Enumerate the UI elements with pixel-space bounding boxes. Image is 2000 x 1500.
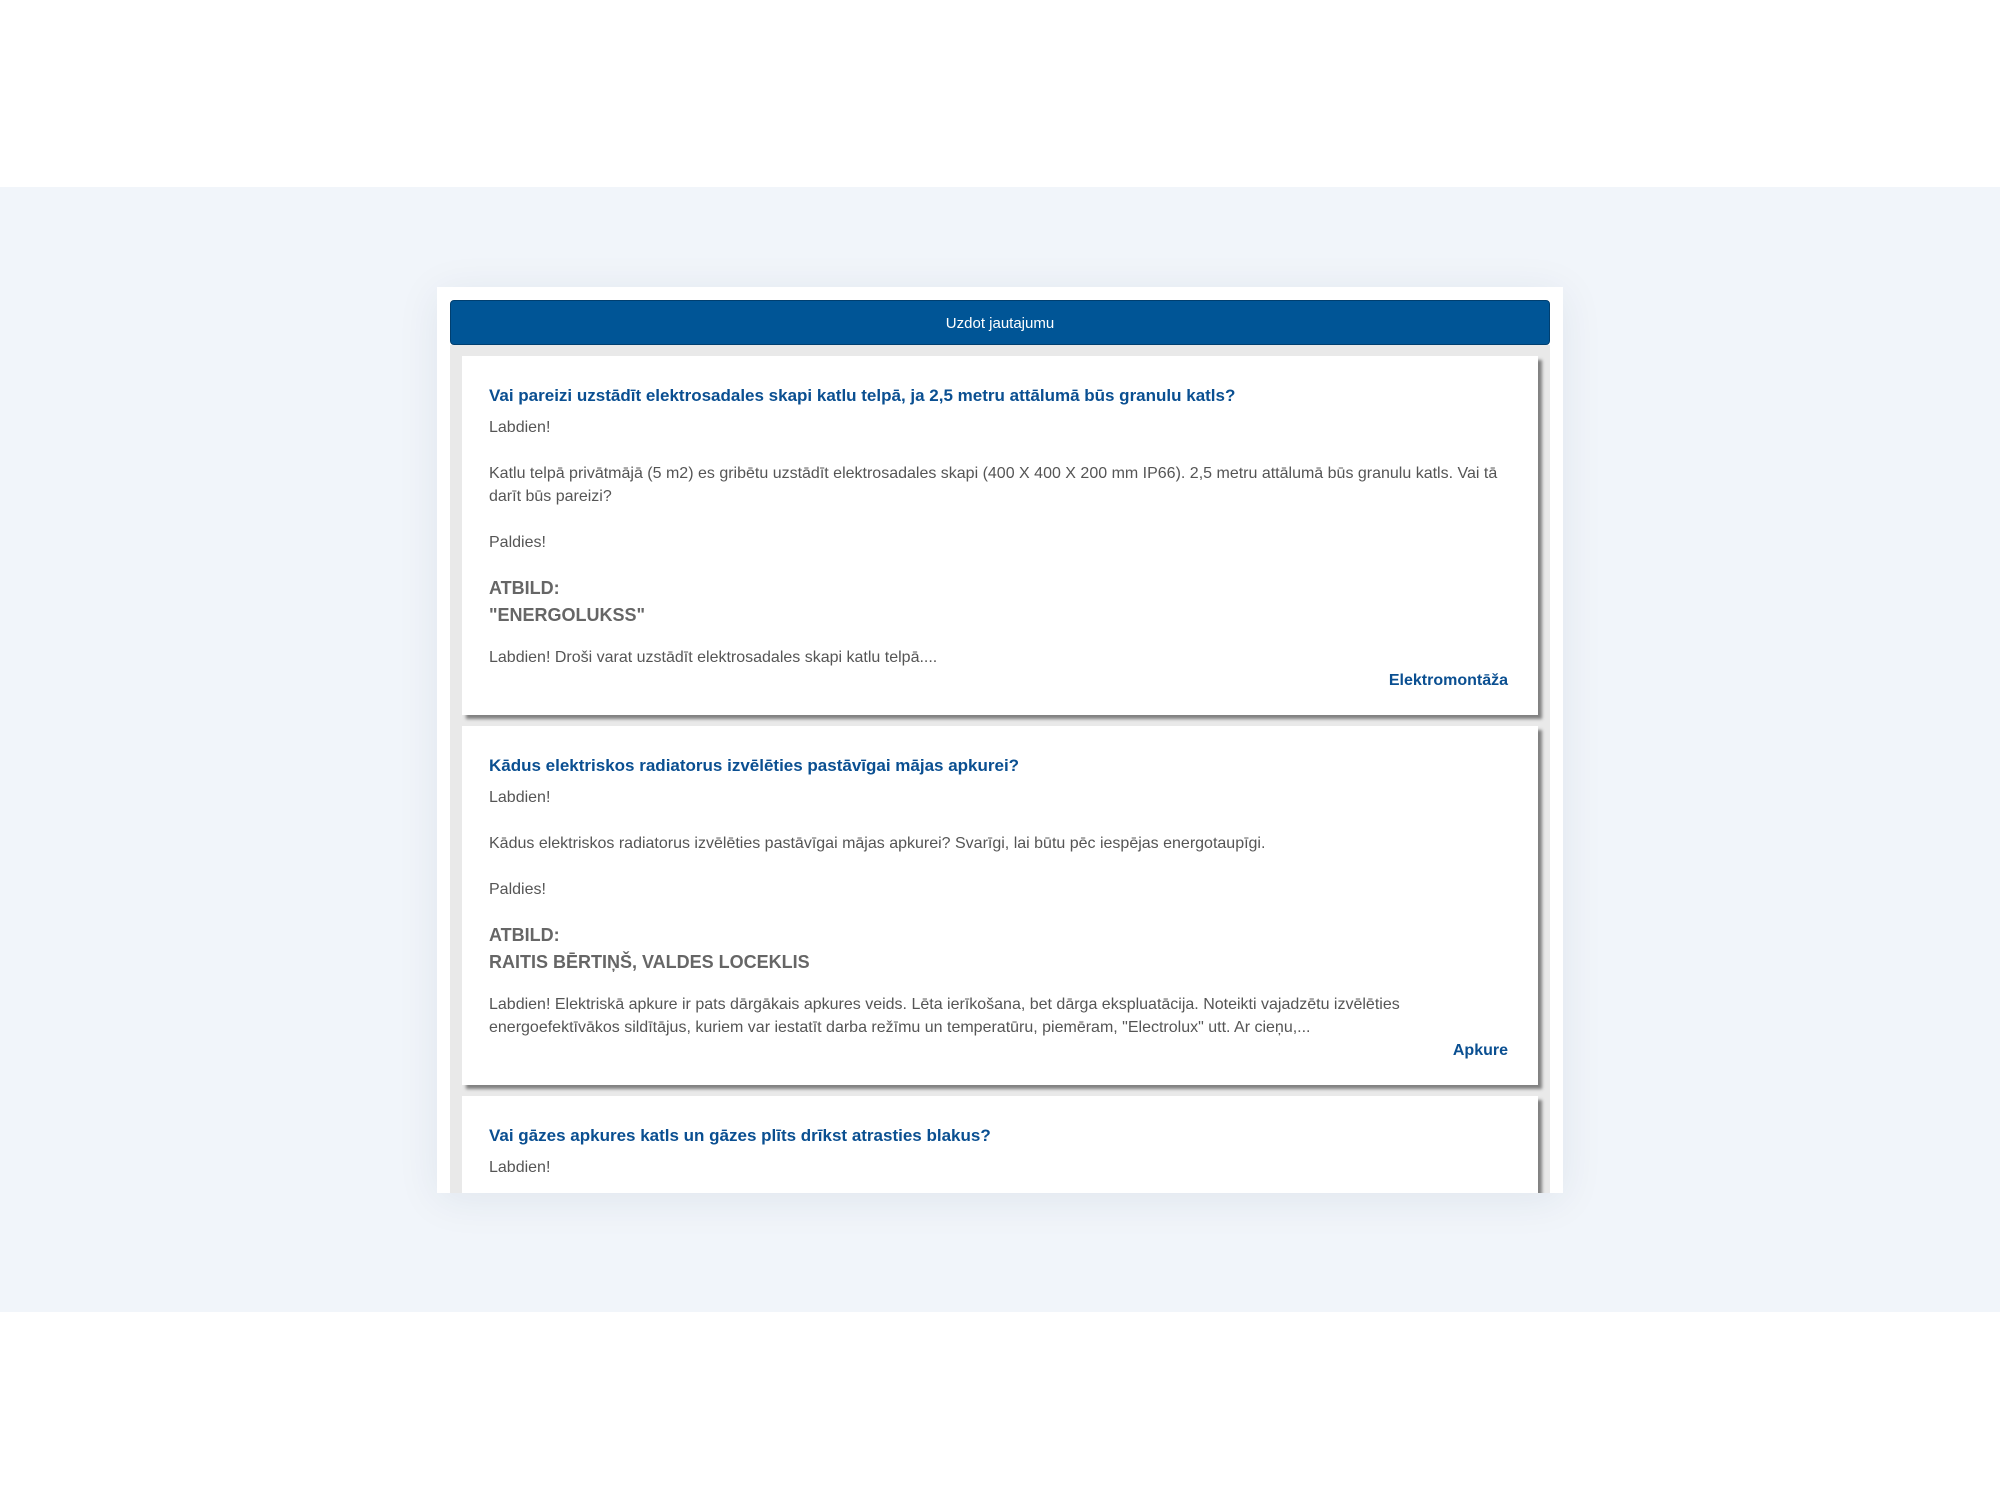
question-thanks: Paldies! bbox=[489, 534, 546, 551]
question-text: Katlu telpā privātmājā (5 m2) es gribētu uzstādīt elektrosadales skapi (400 X 400 X 200 mm IP66). 2,5 metru attālumā būs granulu katls. Vai tā darīt būs pareizi? bbox=[489, 465, 1498, 505]
question-thanks: Paldies! bbox=[489, 881, 546, 898]
category-row bbox=[489, 1041, 1508, 1061]
question-text: Kādus elektriskos radiatorus izvēlēties pastāvīgai mājas apkurei? Svarīgi, lai būtu pēc iespējas energotaupīgi. bbox=[489, 835, 1266, 852]
question-greeting: Labdien! bbox=[489, 1159, 551, 1176]
question-title-link[interactable]: Vai gāzes apkures katls un gāzes plīts drīkst atrasties blakus? bbox=[489, 1126, 991, 1145]
question-card bbox=[462, 356, 1538, 715]
question-body bbox=[489, 416, 1508, 554]
category-link[interactable]: Apkure bbox=[1452, 1042, 1508, 1059]
answer-excerpt: Labdien! Elektriskā apkure ir pats dārgākais apkures veids. Lēta ierīkošana, bet dārga ekspluatācija. Noteikti vajadzētu izvēlēties energoefektīvākos sildītājus, kuriem var iestatīt darba režīmu un temperatūru, piemēram, "Electrolux" utt. Ar cieņu,... bbox=[489, 996, 1400, 1036]
qa-widget bbox=[437, 287, 1563, 1193]
category-row bbox=[489, 671, 1508, 691]
answerer-name: RAITIS BĒRTIŅŠ, VALDES LOCEKLIS bbox=[489, 952, 810, 972]
question-list bbox=[450, 345, 1550, 1193]
ask-question-button[interactable]: Uzdot jautajumu bbox=[450, 300, 1550, 345]
question-body bbox=[489, 786, 1508, 901]
answer-label: ATBILD: bbox=[489, 925, 560, 945]
question-card bbox=[462, 1096, 1538, 1193]
question-title-link[interactable]: Vai pareizi uzstādīt elektrosadales skapi katlu telpā, ja 2,5 metru attālumā būs granulu katls? bbox=[489, 386, 1236, 405]
answer-excerpt: Labdien! Droši varat uzstādīt elektrosadales skapi katlu telpā.... bbox=[489, 649, 938, 666]
category-link[interactable]: Elektromontāža bbox=[1388, 672, 1508, 689]
answer-header bbox=[489, 575, 1508, 629]
answer-header bbox=[489, 922, 1508, 976]
question-greeting: Labdien! bbox=[489, 419, 551, 436]
question-card bbox=[462, 726, 1538, 1085]
question-body bbox=[489, 1156, 1508, 1179]
answerer-name: "ENERGOLUKSS" bbox=[489, 605, 646, 625]
answer-label: ATBILD: bbox=[489, 578, 560, 598]
question-greeting: Labdien! bbox=[489, 789, 551, 806]
question-title-link[interactable]: Kādus elektriskos radiatorus izvēlēties pastāvīgai mājas apkurei? bbox=[489, 756, 1020, 775]
